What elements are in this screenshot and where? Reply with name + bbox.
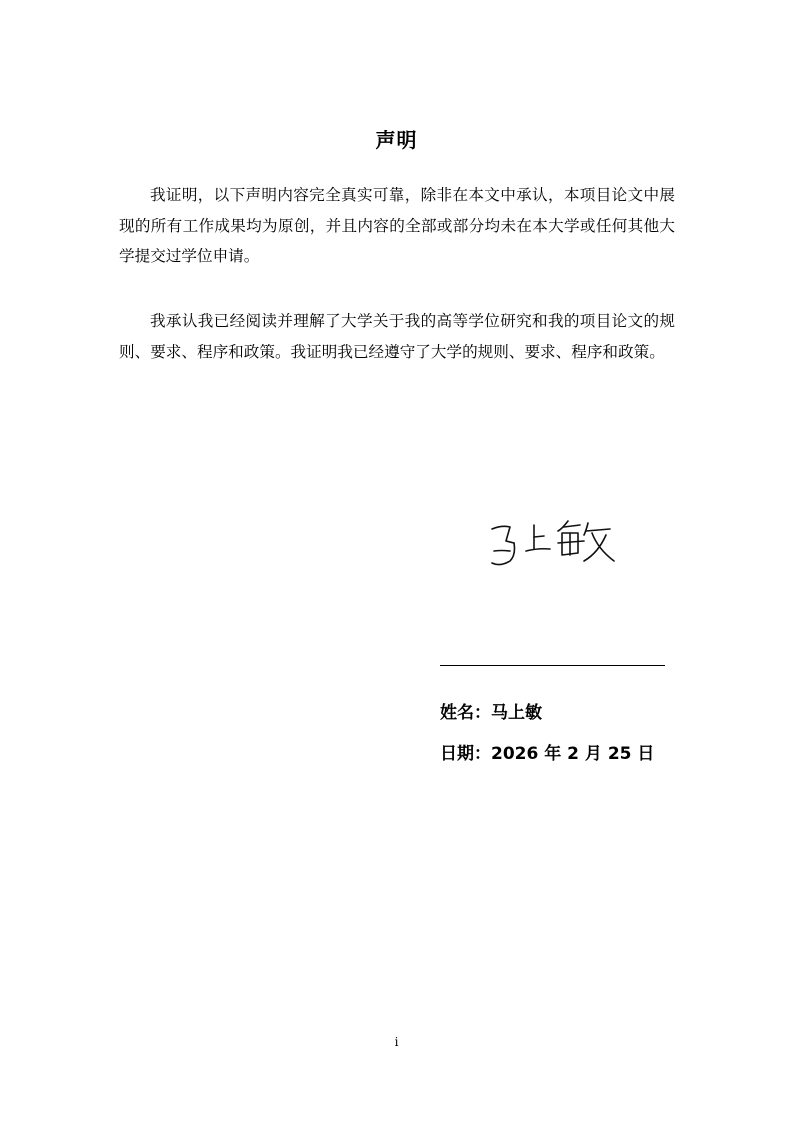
- name-field: [440, 698, 542, 723]
- name-value: 马上敏: [491, 703, 542, 723]
- date-field: [440, 739, 654, 764]
- declaration-paragraph-1: 我证明，以下声明内容完全真实可靠，除非在本文中承认，本项目论文中展现的所有工作成果均为原创，并且内容的全部或部分均未在本大学或任何其他大学提交过学位申请。: [119, 186, 675, 265]
- page-title: 声明: [375, 128, 418, 152]
- page-number: i: [394, 1035, 399, 1049]
- signature-line: [440, 665, 665, 666]
- name-label: 姓名：: [440, 703, 491, 723]
- declaration-paragraph-2: 我承认我已经阅读并理解了大学关于我的高等学位研究和我的项目论文的规则、要求、程序和政策。我证明我已经遵守了大学的规则、要求、程序和政策。: [119, 312, 675, 361]
- date-value: 2026 年 2 月 25 日: [491, 744, 655, 764]
- date-label: 日期：: [440, 744, 491, 764]
- handwritten-signature: [488, 515, 616, 575]
